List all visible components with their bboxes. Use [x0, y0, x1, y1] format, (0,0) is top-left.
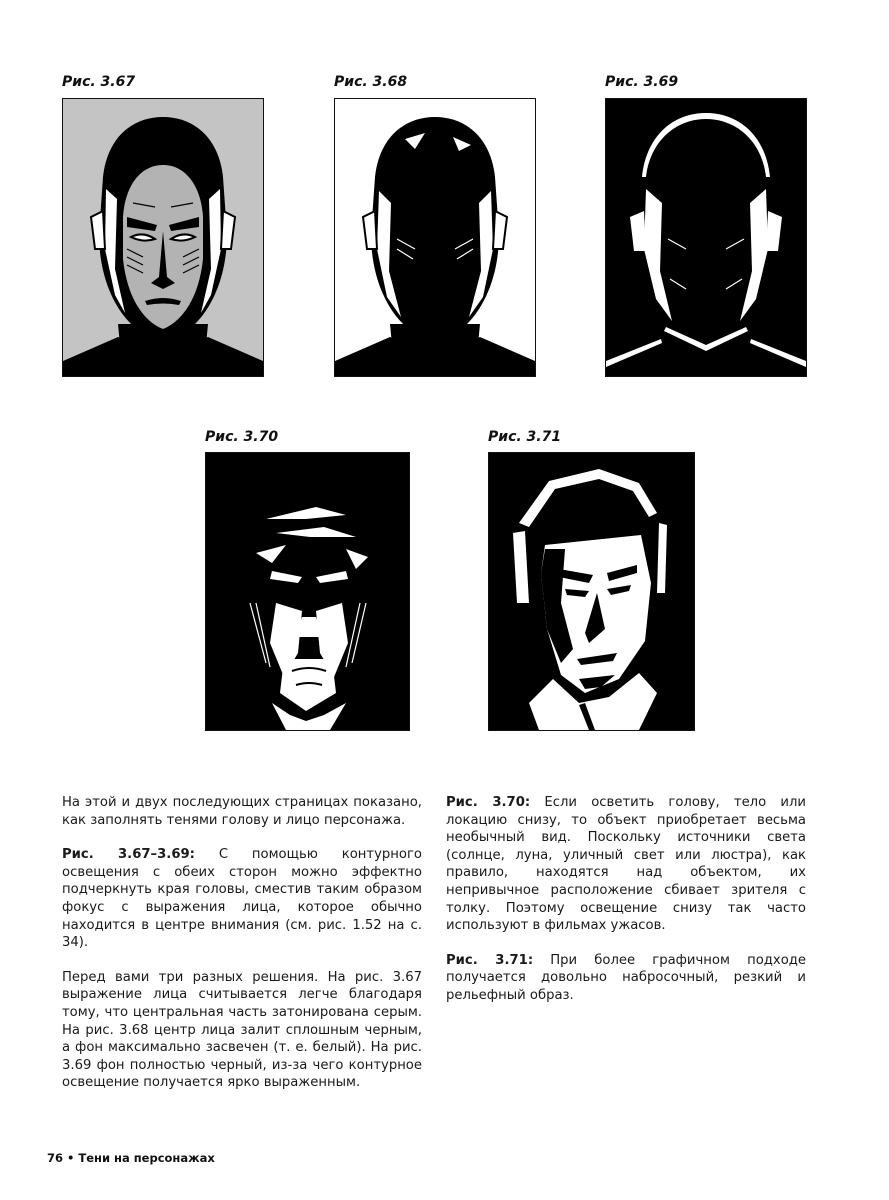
paragraph-label: Рис. 3.67–3.69:: [62, 847, 195, 863]
figure-caption-3-69: Рис. 3.69: [605, 74, 679, 90]
head-graphic-sketch-image: [489, 453, 694, 730]
paragraph-fig-3-67-3-69: [62, 846, 422, 952]
head-rim-light-white-image: [335, 99, 535, 376]
footer-separator: •: [67, 1151, 75, 1165]
figure-3-71-illustration: [488, 452, 695, 731]
paragraph-fig-3-70: [446, 794, 806, 935]
figure-caption-3-67: Рис. 3.67: [62, 74, 136, 90]
page-footer: [47, 1151, 215, 1165]
figure-3-68-illustration: [334, 98, 536, 377]
head-lit-from-below-image: [206, 453, 409, 730]
head-rim-light-grey-image: [63, 99, 263, 376]
figure-3-67-illustration: [62, 98, 264, 377]
intro-paragraph: На этой и двух последующих страницах показано, как заполнять тенями голову и лицо персонажа.: [62, 795, 422, 828]
paragraph-text: При более графичном подходе получается довольно набросочный, резкий и рельефный образ.: [446, 952, 806, 1003]
paragraph-label: Рис. 3.70:: [446, 795, 531, 810]
paragraph-text: Если осветить голову, тело или локацию снизу, то объект приобретает весьма необычный вид. Поскольку источники света (солнце, луна, уличный свет или люстра), как правило, находятся над объектом, их непривычное расположение сбивает зрителя с толку. Поэтому освещение снизу так часто используют в фильмах ужасов.: [446, 795, 806, 934]
paragraph-label: Рис. 3.71:: [446, 952, 534, 968]
page-number: 76: [47, 1151, 64, 1165]
section-title: Тени на персонажах: [78, 1151, 215, 1165]
figure-3-69-illustration: [605, 98, 807, 377]
figure-caption-3-71: Рис. 3.71: [488, 429, 562, 445]
figure-3-70-illustration: [205, 452, 410, 731]
figure-caption-3-68: Рис. 3.68: [334, 74, 408, 90]
figure-caption-3-70: Рис. 3.70: [205, 429, 279, 445]
paragraph-text: С помощью контурного освещения с обеих сторон можно эффектно подчеркнуть края головы, сместив таким образом фокус с выражения лица, которое обычно находится в центре внимания (см. рис. 1.52 на с. 34).: [62, 847, 422, 951]
paragraph-three-solutions: Перед вами три разных решения. На рис. 3.67 выражение лица считывается легче благодаря тому, что центральная часть затонирована серым. На рис. 3.68 центр лица залит сплошным черным, а фон максимально засвечен (т. е. белый). На рис. 3.69 фон полностью черный, из-за чего контурное освещение получается ярко выраженным.: [62, 969, 422, 1091]
head-rim-light-black-image: [606, 99, 806, 376]
right-text-column: [446, 794, 806, 1022]
left-text-column: [62, 794, 422, 1109]
paragraph-fig-3-71: [446, 952, 806, 1005]
